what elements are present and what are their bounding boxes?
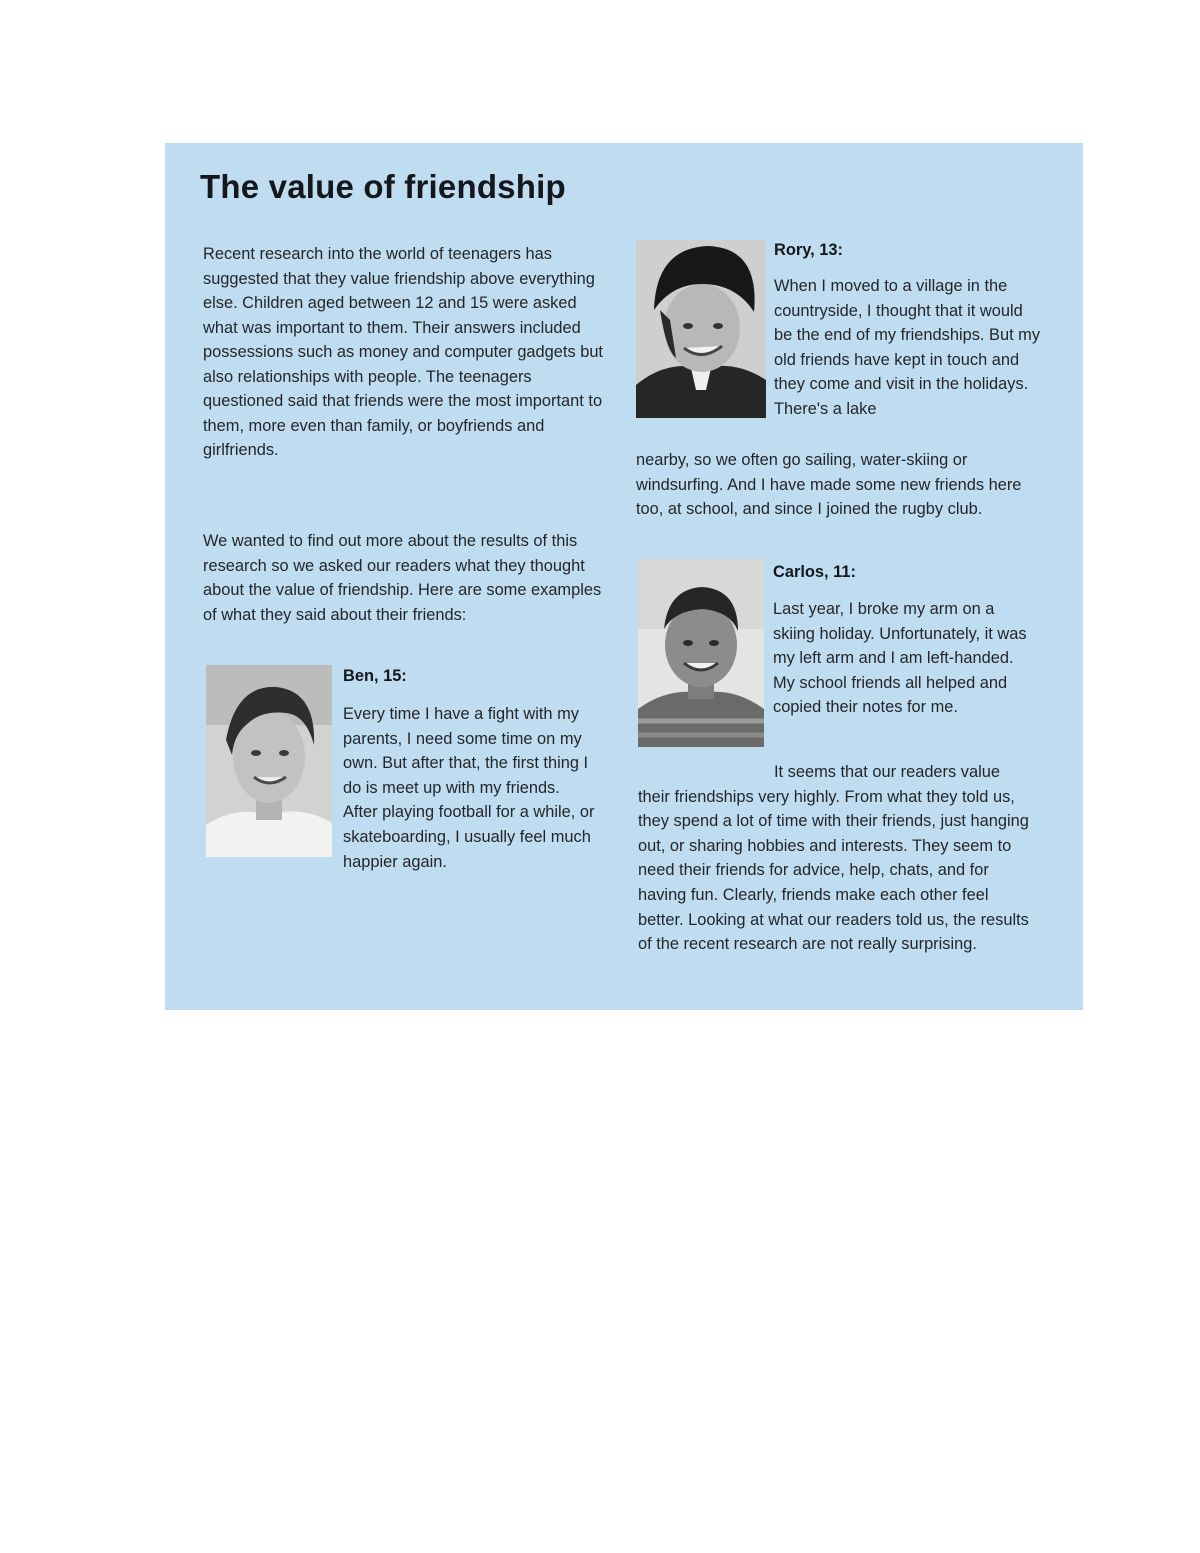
intro-paragraph-1: Recent research into the world of teenagers has suggested that they value friendship above everything else. Children aged between 12 and 15 were asked what was important to them. Their answers included possessions such as money and computer gadgets but also relationships with people. The teenagers questioned said that friends were the most important to them, more even than family, or boyfriends and girlfriends. (203, 245, 603, 459)
rory-name: Rory, 13: (774, 241, 843, 259)
ben-name: Ben, 15: (343, 667, 407, 685)
carlos-text: Last year, I broke my arm on a skiing holiday. Unfortunately, it was my left arm and I am left-handed. My school friends all helped and copied their notes for me. (773, 600, 1027, 717)
carlos-name: Carlos, 11: (773, 563, 856, 581)
ben-text: Every time I have a fight with my parents, I need some time on my own. But after that, the first thing I do is meet up with my friends. After playing football for a while, or skateboarding, I usually feel much happier again. (343, 705, 595, 871)
carlos-portrait-icon (638, 559, 764, 747)
ben-photo (206, 665, 332, 857)
rory-photo (636, 240, 766, 418)
article-title: The value of friendship (200, 168, 566, 205)
rory-text-below-photo: nearby, so we often go sailing, water-skiing or windsurfing. And I have made some new friends here too, at school, and since I joined the rugby club. (636, 451, 1022, 519)
ben-portrait-icon (206, 665, 332, 857)
carlos-photo (638, 559, 764, 747)
rory-portrait-icon (636, 240, 766, 418)
rory-text-beside-photo: When I moved to a village in the countryside, I thought that it would be the end of my friendships. But my old friends have kept in touch and they come and visit in the holidays. There's a lake (774, 277, 1041, 418)
conclusion-paragraph: It seems that our readers value their friendships very highly. From what they told us, they spend a lot of time with their friends, just hanging out, or sharing hobbies and interests. They seem to need their friends for advice, help, chats, and for having fun. Clearly, friends make each other feel better. Looking at what our readers told us, the results of the recent research are not really surprising. (638, 763, 1029, 954)
intro-paragraph-2: We wanted to find out more about the results of this research so we asked our readers what they thought about the value of friendship. Here are some examples of what they said about their friends: (203, 532, 602, 624)
